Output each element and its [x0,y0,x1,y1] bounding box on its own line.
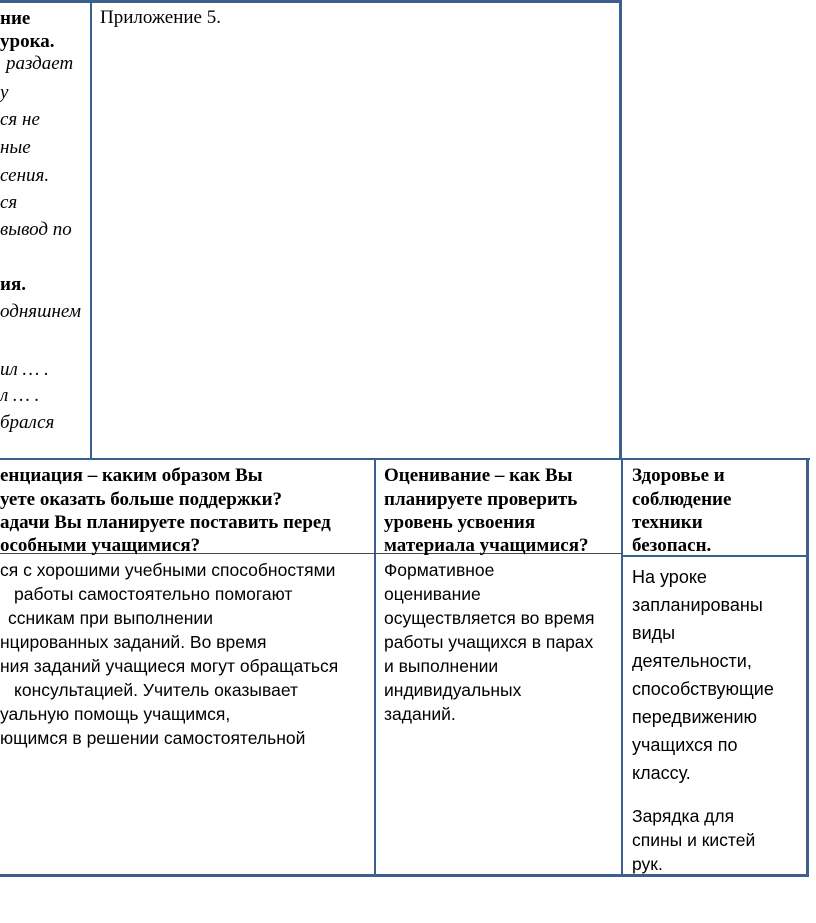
body-health-6: учащихся по [632,735,738,755]
body-health-2: виды [632,623,676,643]
top-left-line-14: л … . [0,385,40,406]
top-table-right-border [619,0,622,460]
body-health-p2-1: спины и кистей [632,830,756,850]
header-assessment-3: материала учащимися? [384,535,589,556]
top-left-line-0: ние [0,8,31,29]
body-health-4: способствующие [632,679,774,699]
top-left-line-3: у [0,82,9,103]
header-differentiation-2: адачи Вы планируете поставить перед [0,512,331,533]
body-differentiation-4: ния заданий учащиеся могут обращаться [0,656,339,676]
top-table-mid-border [90,0,92,460]
body-health-7: классу. [632,763,691,783]
header-assessment-1: планируете проверить [384,489,578,510]
top-left-line-1: урока. [0,31,55,52]
body-assessment-2: осуществляется во время [384,608,595,628]
top-left-line-7: ся [0,192,18,213]
body-health-1: запланированы [632,595,763,615]
top-left-line-8: вывод по [0,219,72,240]
col-divider-1 [374,458,376,877]
body-differentiation-1: работы самостоятельно помогают [14,584,293,604]
bottom-table-top-border [0,458,810,460]
top-left-line-15: брался [0,412,55,433]
body-assessment-4: и выполнении [384,656,499,676]
body-differentiation-7: ющимся в решении самостоятельной [0,728,306,748]
top-left-line-5: ные [0,137,31,158]
body-assessment-6: заданий. [384,704,456,724]
top-table-top-border [0,0,622,3]
header-health-3: безопасн. [632,535,712,556]
col-divider-2 [621,458,623,877]
body-differentiation-6: уальную помощь учащимся, [0,704,231,724]
top-left-line-2: раздает [6,53,74,74]
body-differentiation-2: ссникам при выполнении [8,608,213,628]
header-differentiation-0: енциация – каким образом Вы [0,465,263,486]
body-health-5: передвижению [632,707,758,727]
bottom-table-bottom-border [0,874,809,877]
body-differentiation-5: консультацией. Учитель оказывает [14,680,298,700]
top-left-line-10: ия. [0,274,26,295]
body-differentiation-0: ся с хорошими учебными способностями [0,560,336,580]
header-health-1: соблюдение [632,489,732,510]
header-differentiation-3: особными учащимися? [0,535,201,556]
top-left-line-4: ся не [0,109,40,130]
bottom-table-right-border [806,458,809,877]
body-differentiation-3: нцированных заданий. Во время [0,632,267,652]
top-left-line-11: одняшнем [0,301,81,322]
body-assessment-1: оценивание [384,584,481,604]
body-assessment-5: индивидуальных [384,680,522,700]
body-health-0: На уроке [632,567,707,587]
header-health-2: техники [632,512,703,533]
header-differentiation-1: уете оказать больше поддержки? [0,489,283,510]
header-assessment-2: уровень усвоения [384,512,536,533]
body-health-3: деятельности, [632,651,752,671]
body-health-p2-2: рук. [632,854,663,874]
body-assessment-0: Формативное [384,560,495,580]
top-left-line-6: сения. [0,165,50,186]
header-health-0: Здоровье и [632,465,725,486]
body-assessment-3: работы учащихся в парах [384,632,594,652]
body-health-p2-0: Зарядка для [632,806,735,826]
top-left-line-13: ил … . [0,359,49,380]
header-assessment-0: Оценивание – как Вы [384,465,573,486]
appendix-label: Приложение 5. [100,7,221,28]
